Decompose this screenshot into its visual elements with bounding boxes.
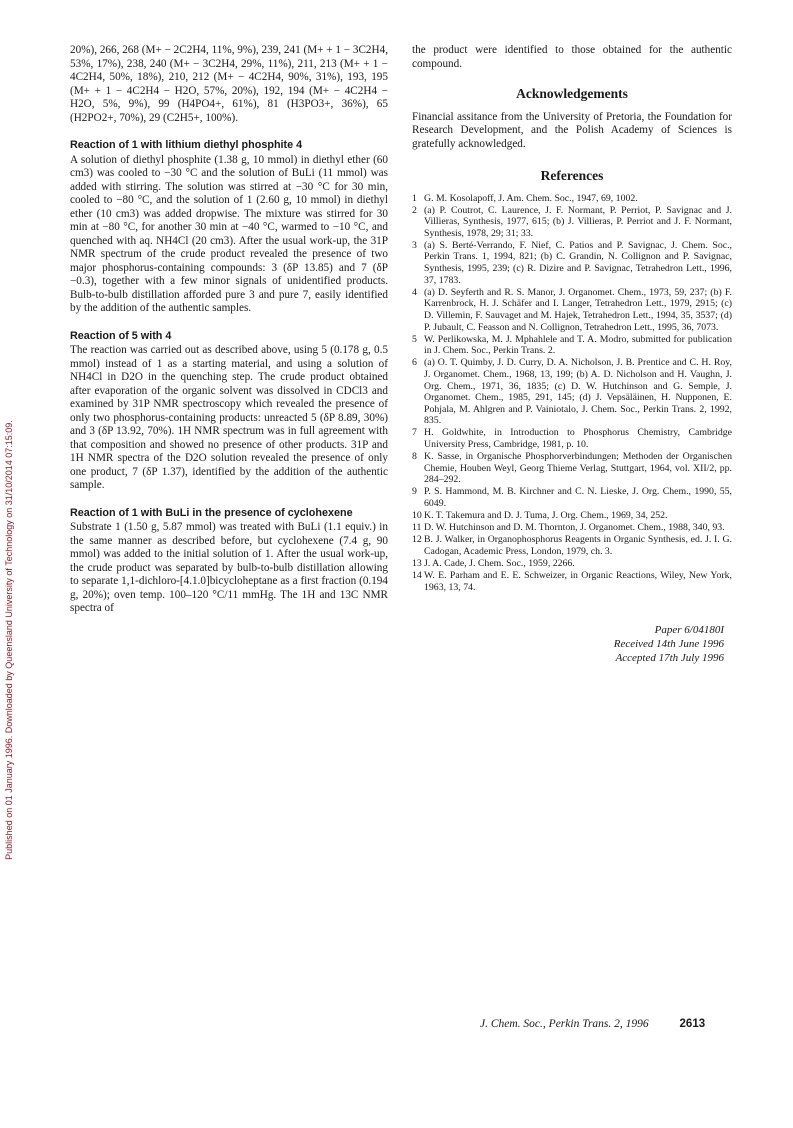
reference-number: 6: [412, 357, 417, 369]
section-body-reaction-5-with-4: The reaction was carried out as described above, using 5 (0.178 g, 0.5 mmol) instead of 1 as a starting material, and using a solution of NH4Cl in D2O in the quenching step. The crude product obtained after evaporation of the organic solvent was dissolved in CDCl3 and examined by 31P NMR spectroscopy which revealed the presence of only two phosphorus-containing products: unreacted 5 (δP 8.89, 30%) and 3 (δP 13.92, 70%). 1H NMR spectrum was in full agreement with that composition and showed no presence of other products. 31P and 1H NMR spectra of the D2O solution revealed the presence of only one product, 7 (δP 1.37), identified by the addition of the authentic sample.: [70, 344, 388, 491]
reference-item: [412, 357, 732, 427]
reference-item: [412, 334, 732, 357]
reference-text: K. T. Takemura and D. J. Tuma, J. Org. Chem., 1969, 34, 252.: [424, 510, 668, 522]
reference-number: 4: [412, 286, 417, 298]
page-number: 2613: [679, 1018, 706, 1030]
section-body-lithium-diethyl-phosphite: A solution of diethyl phosphite (1.38 g, 10 mmol) in diethyl ether (60 cm3) was cooled to −30 °C and the solution of BuLi (11 mmol) was added with stirring. The solution was stirred at −30 °C for 30 min, cooled to −80 °C, and the solution of 1 (2.60 g, 10 mmol) in diethyl ether (10 cm3) was added dropwise. The mixture was stirred for 30 min at −80 °C, for another 30 min at −40 °C, warmed to −10 °C, and quenched with aq. NH4Cl (20 cm3). After the usual work-up, the 31P NMR spectrum of the crude product revealed the presence of two major phosphorus-containing compounds: 3 (δP 13.85) and 7 (δP −0.3), together with a few minor signals of unidentified products. Bulb-to-bulb distillation afforded pure 3 and pure 7, easily identified by the addition of the authentic samples.: [70, 153, 388, 314]
reference-number: 10: [412, 510, 422, 522]
reference-text: (a) O. T. Quimby, J. D. Curry, D. A. Nicholson, J. B. Prentice and C. H. Roy, J. Organomet. Chem., 1968, 13, 199; (b) A. D. Nicholson and H. Vaughn, J. Org. Chem., 1971, 36, 1835; (c) D. W. Hutchinson and G. Semple, J. Organomet. Chem., 1985, 291, 145; (d) J. Vepsäläinen, H. Nupponen, E. Pohjala, M. Ahlgren and P. Vainiotalo, J. Chem. Soc., Perkin Trans. 2, 1992, 835.: [424, 357, 732, 427]
reference-item: [412, 510, 732, 522]
reference-number: 7: [412, 427, 417, 439]
reference-item: [412, 558, 732, 570]
journal-citation: J. Chem. Soc., Perkin Trans. 2, 1996: [480, 1018, 649, 1030]
reference-item: [412, 534, 732, 557]
reference-item: [412, 451, 732, 486]
reference-number: 9: [412, 486, 417, 498]
references-heading: References: [540, 168, 604, 183]
reference-item: [412, 287, 732, 333]
section-heading-buli-cyclohexene: Reaction of 1 with BuLi in the presence of cyclohexene: [70, 506, 353, 519]
accepted-date: Accepted 17th July 1996: [615, 652, 724, 665]
reference-text: J. A. Cade, J. Chem. Soc., 1959, 2266.: [424, 557, 575, 569]
acknowledgements-body: Financial assitance from the University of Pretoria, the Foundation for Research Development, and the Polish Academy of Sciences is gratefully acknowledged.: [412, 110, 732, 150]
section-heading-lithium-diethyl-phosphite: Reaction of 1 with lithium diethyl phosphite 4: [70, 139, 303, 151]
section-heading-reaction-5-with-4: Reaction of 5 with 4: [70, 329, 172, 342]
reference-number: 12: [412, 534, 422, 546]
received-date: Received 14th June 1996: [613, 638, 724, 651]
right-column: [412, 44, 732, 665]
reference-text: W. E. Parham and E. E. Schweizer, in Organic Reactions, Wiley, New York, 1963, 13, 74.: [424, 570, 732, 593]
reference-text: (a) S. Berté-Verrando, F. Nief, C. Patios and P. Savignac, J. Chem. Soc., Perkin Trans. 1, 1994, 821; (b) C. Grandin, N. Collignon and P. Savignac, Synthesis, 1995, 239; (c) R. Dizire and P. Savignac, Tetrahedron Lett., 1996, 37, 1783.: [424, 239, 732, 286]
download-watermark: [2, 210, 16, 1070]
paper-id: Paper 6/04180I: [654, 624, 724, 637]
reference-text: H. Goldwhite, in Introduction to Phosphorus Chemistry, Cambridge University Press, Cambridge, 1981, p. 10.: [424, 427, 732, 450]
reference-text: B. J. Walker, in Organophosphorus Reagents in Organic Synthesis, ed. J. I. G. Cadogan, Academic Press, London, 1979, ch. 3.: [424, 534, 732, 557]
reference-text: K. Sasse, in Organische Phosphorverbindungen; Methoden der Organischen Chemie, Houben Weyl, Georg Thieme Verlag, Stuttgart, 1964, vol. XII/2, pp. 284–292.: [424, 451, 732, 486]
reference-number: 5: [412, 333, 417, 345]
reference-number: 1: [412, 192, 417, 204]
references-list: [412, 193, 732, 594]
reference-number: 2: [412, 204, 417, 216]
reference-text: P. S. Hammond, M. B. Kirchner and C. N. Lieske, J. Org. Chem., 1990, 55, 6049.: [424, 486, 732, 509]
section-body-buli-cyclohexene: Substrate 1 (1.50 g, 5.87 mmol) was treated with BuLi (1.1 equiv.) in the same manner as described before, but cyclohexene (7.4 g, 90 mmol) was added to the initial solution of 1. After the usual work-up, the crude product was separated by bulb-to-bulb distillation allowing to separate 1,1-dichloro-[4.1.0]bicycloheptane as a first fraction (0.194 g, 20%); oven temp. 100–120 °C/11 mmHg. The 1H and 13C NMR spectra of: [70, 521, 388, 614]
reference-item: [412, 193, 732, 205]
reference-text: (a) P. Coutrot, C. Laurence, J. F. Normant, P. Perriot, P. Savignac and J. Villieras, Synthesis, 1977, 615; (b) J. Villieras, P. Perriot and J. F. Normant, Synthesis, 1978, 29; 31; 33.: [424, 204, 732, 239]
continuation-text: the product were identified to those obtained for the authentic compound.: [412, 44, 732, 70]
reference-number: 14: [412, 570, 422, 581]
download-watermark-text: Published on 01 January 1996. Downloaded by Queensland University of Technology on 31/10/2014 07:15:09.: [4, 420, 14, 860]
acknowledgements-heading: Acknowledgements: [516, 86, 628, 101]
page-footer: [480, 1018, 705, 1030]
reference-item: [412, 427, 732, 450]
reference-number: 11: [412, 522, 422, 534]
reference-text: (a) D. Seyferth and R. S. Manor, J. Organomet. Chem., 1973, 59, 237; (b) F. Karrenbrock, H. J. Schäfer and I. Langer, Tetrahedron Lett., 1979, 2915; (c) D. Villemin, F. Sauvaget and M. Hajek, Tetrahedron Lett., 1994, 35, 3537; (d) P. Jubault, C. Feasson and N. Collignon, Tetrahedron Lett., 1995, 36, 7073.: [424, 286, 732, 333]
reference-item: [412, 240, 732, 286]
mass-spec-continuation: 20%), 266, 268 (M+ − 2C2H4, 11%, 9%), 239, 241 (M+ + 1 − 3C2H4, 53%, 17%), 238, 240 (M+ − 3C2H4, 29%, 11%), 211, 213 (M+ + 1 − 4C2H4, 50%, 18%), 210, 212 (M+ − 4C2H4, 90%, 31%), 193, 195 (M+ + 1 − 4C2H4 − H2O, 57%, 20%), 192, 194 (M+ − 4C2H4 − H2O, 5%, 9%), 99 (H4PO4+, 61%), 81 (H3PO3+, 36%), 65 (H2PO2+, 70%), 29 (C2H5+, 100%).: [70, 44, 388, 124]
reference-number: 8: [412, 451, 417, 463]
reference-item: [412, 486, 732, 509]
reference-number: 3: [412, 239, 417, 251]
reference-item: [412, 522, 732, 534]
reference-number: 13: [412, 557, 422, 569]
reference-text: D. W. Hutchinson and D. M. Thornton, J. Organomet. Chem., 1988, 340, 93.: [424, 522, 725, 534]
reference-item: [412, 205, 732, 240]
left-column: [70, 44, 388, 616]
reference-text: G. M. Kosolapoff, J. Am. Chem. Soc., 1947, 69, 1002.: [424, 192, 638, 204]
reference-text: W. Perlikowska, M. J. Mphahlele and T. A. Modro, submitted for publication in J. Chem. Soc., Perkin Trans. 2.: [424, 333, 732, 357]
paper-history: [412, 623, 732, 665]
reference-item: [412, 570, 732, 593]
